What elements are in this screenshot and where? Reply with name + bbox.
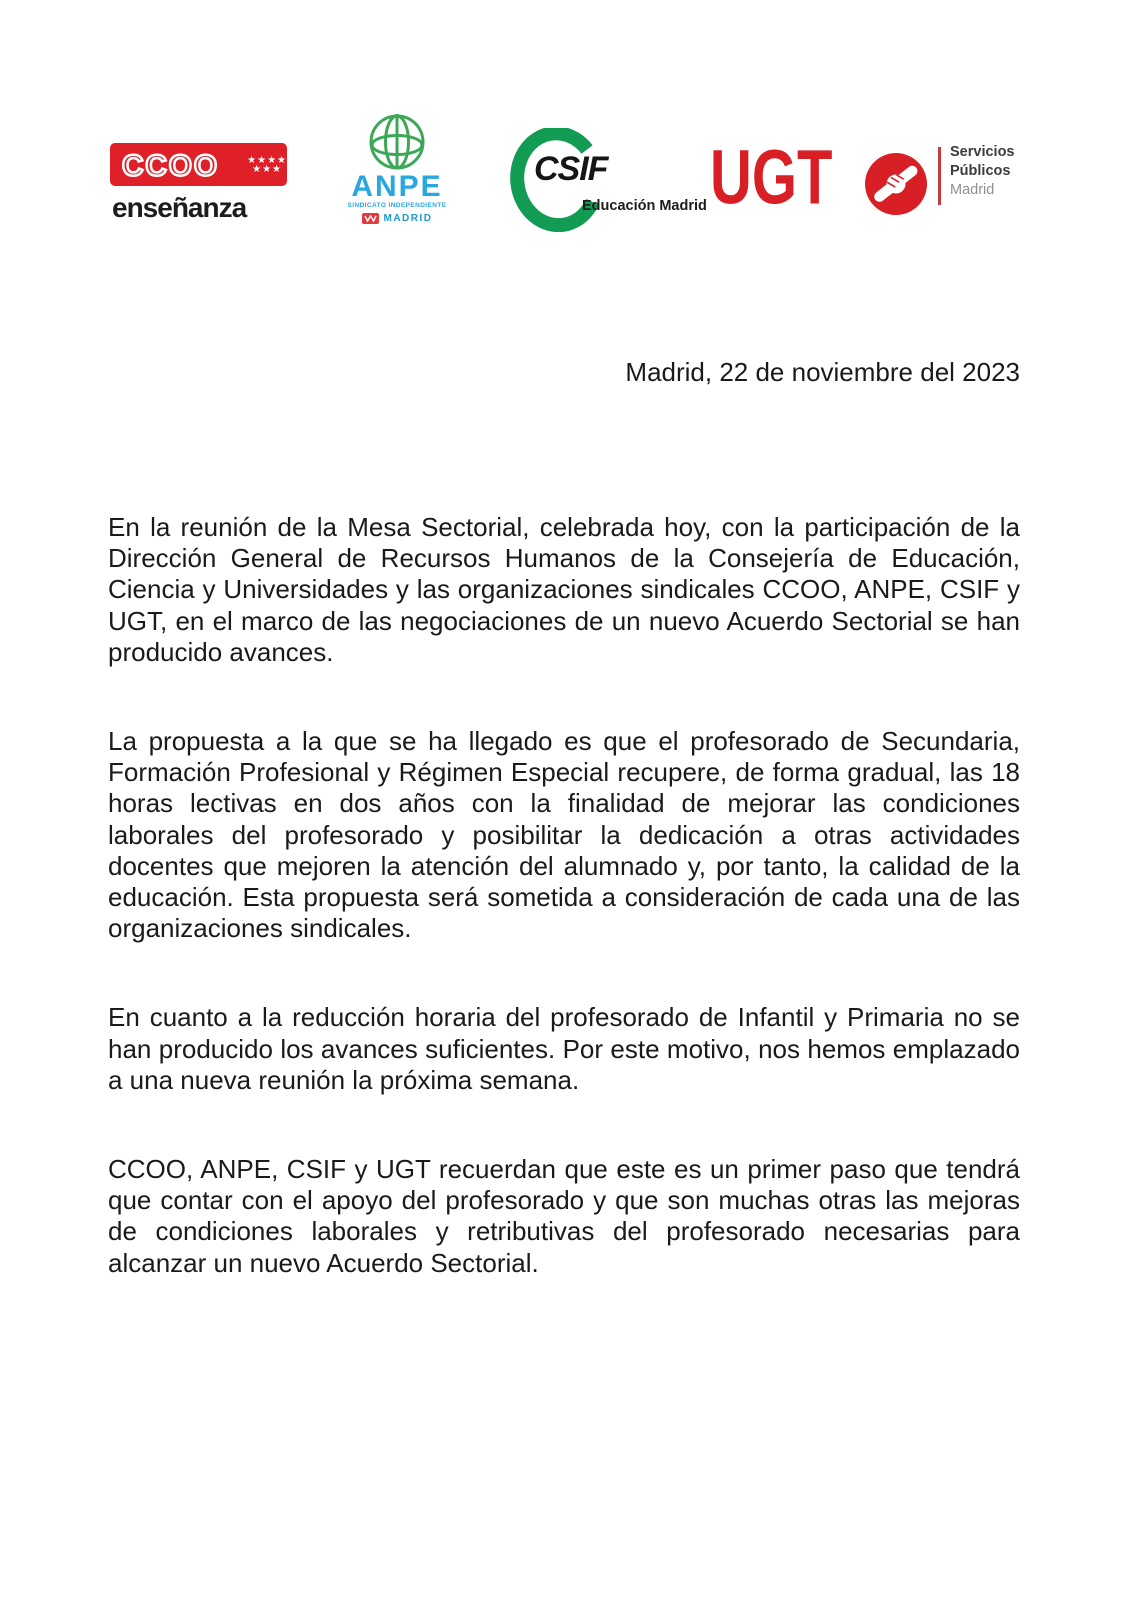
ccoo-acronym: CCOO bbox=[121, 149, 219, 183]
ugt-logo bbox=[710, 134, 1025, 221]
paragraph-3: En cuanto a la reducción horaria del profesorado de Infantil y Primaria no se han producido los avances suficientes. Por este motivo, nos hemos emplazado a una nueva reunión la próxima semana. bbox=[108, 1002, 1020, 1095]
madrid-flag-icon bbox=[362, 213, 379, 224]
paragraph-1: En la reunión de la Mesa Sectorial, celebrada hoy, con la participación de la Dirección General de Recursos Humanos de la Consejería de Educación, Ciencia y Universidades y las organizaciones sindicales CCOO, ANPE, CSIF y UGT, en el marco de las negociaciones de un nuevo Acuerdo Sectorial se han producido avances. bbox=[108, 512, 1020, 667]
paragraph-4: CCOO, ANPE, CSIF y UGT recuerdan que este es un primer paso que tendrá que contar con el apoyo del profesorado y que son muchas otras las mejoras de condiciones laborales y retributivas del profesorado necesarias para alcanzar un nuevo Acuerdo Sectorial. bbox=[108, 1154, 1020, 1278]
csif-acronym: CSIF bbox=[534, 150, 608, 188]
anpe-region: MADRID bbox=[383, 213, 433, 224]
anpe-logo bbox=[332, 112, 462, 229]
ugt-org-text bbox=[950, 143, 1015, 201]
handshake-icon bbox=[865, 153, 927, 215]
paragraph-2: La propuesta a la que se ha llegado es que el profesorado de Secundaria, Formación Profesional y Régimen Especial recupere, de forma gradual, las 18 horas lectivas en dos años con la finalidad de mejorar las condiciones laborales del profesorado y posibilitar la dedicación a otras actividades docentes que mejoren la atención del alumnado y, por tanto, la calidad de la educación. Esta propuesta será sometida a consideración de cada una de las organizaciones sindicales. bbox=[108, 726, 1020, 944]
anpe-madrid-row bbox=[362, 213, 433, 224]
ugt-region: Madrid bbox=[950, 182, 995, 199]
ugt-divider-line bbox=[938, 147, 941, 205]
csif-subtitle: Educación Madrid bbox=[582, 198, 707, 214]
anpe-acronym: ANPE bbox=[351, 170, 443, 203]
dateline: Madrid, 22 de noviembre del 2023 bbox=[625, 357, 1020, 387]
stars-row-bottom: ★★★ bbox=[252, 163, 283, 175]
stars-row-top: ★★★★ bbox=[247, 154, 287, 166]
ugt-org-line1: Servicios bbox=[950, 144, 1015, 160]
ccoo-wordmark bbox=[121, 147, 238, 183]
anpe-subtitle: SINDICATO INDEPENDIENTE bbox=[347, 202, 447, 209]
ccoo-subtitle: enseñanza bbox=[112, 192, 247, 223]
ccoo-red-box bbox=[110, 143, 287, 186]
document-body bbox=[108, 512, 1020, 1337]
globe-icon bbox=[355, 112, 439, 170]
ugt-acronym: UGT bbox=[710, 134, 833, 221]
csif-logo bbox=[505, 126, 705, 228]
ccoo-logo bbox=[110, 143, 287, 224]
ugt-org-line2: Públicos bbox=[950, 163, 1011, 180]
madrid-stars-icon bbox=[247, 156, 287, 174]
